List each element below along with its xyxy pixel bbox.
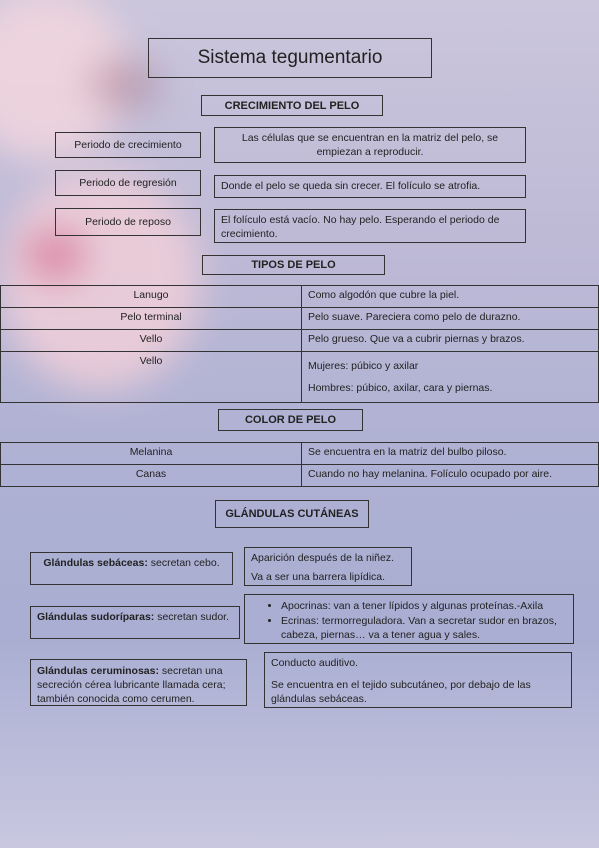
info-line: Aparición después de la niñez.: [251, 552, 395, 564]
gland-sudoriparas-info: [244, 594, 574, 644]
gland-text: secretan una secreción cérea lubricante llamada cera; también conocida como cerumen.: [37, 665, 226, 705]
section-header-crecimiento: CRECIMIENTO DEL PELO: [201, 95, 383, 116]
text-periodo-reposo: El folículo está vacío. No hay pelo. Esperando el periodo de crecimiento.: [214, 209, 526, 243]
gland-ceruminosas-info: [264, 652, 572, 708]
text-periodo-crecimiento: Las células que se encuentran en la matriz del pelo, se empiezan a reproducir.: [214, 127, 526, 163]
label-periodo-reposo: Periodo de reposo: [55, 208, 201, 236]
table-row: [1, 330, 599, 352]
info-line: Va a ser una barrera lipídica.: [251, 571, 386, 583]
tipo-desc-line: Hombres: púbico, axilar, cara y piernas.: [308, 382, 493, 394]
tipo-name: Pelo terminal: [1, 308, 302, 330]
info-line: Se encuentra en el tejido subcutáneo, por debajo de las glándulas sebáceas.: [271, 679, 531, 705]
label-periodo-crecimiento: Periodo de crecimiento: [55, 132, 201, 158]
table-row: [1, 443, 599, 465]
section-header-color: COLOR DE PELO: [218, 409, 363, 431]
info-line: Conducto auditivo.: [271, 657, 358, 669]
tipo-name: Lanugo: [1, 286, 302, 308]
gland-ceruminosas: [30, 659, 247, 706]
table-row: [1, 308, 599, 330]
tipo-desc-line: Mujeres: púbico y axilar: [308, 360, 419, 372]
text-periodo-regresion: Donde el pelo se queda sin crecer. El folículo se atrofia.: [214, 175, 526, 198]
color-table: [0, 442, 599, 487]
color-desc: Se encuentra en la matriz del bulbo piloso.: [302, 443, 599, 465]
section-header-tipos: TIPOS DE PELO: [202, 255, 385, 275]
gland-sebaceas-info: [244, 547, 412, 586]
tipos-table: [0, 285, 599, 403]
gland-text: secretan cebo.: [147, 557, 220, 569]
gland-name: Glándulas ceruminosas:: [37, 665, 159, 677]
bullet-item: • Ecrinas: termorreguladora. Van a secretar sudor en brazos, cabeza, piernas… va a tener agua y sales.: [281, 614, 567, 642]
gland-sudoriparas: [30, 606, 240, 639]
color-name: Melanina: [1, 443, 302, 465]
gland-name: Glándulas sebáceas:: [43, 557, 148, 569]
bullet-list: [251, 599, 567, 642]
tipo-desc: Como algodón que cubre la piel.: [302, 286, 599, 308]
section-header-glandulas: GLÁNDULAS CUTÁNEAS: [215, 500, 369, 528]
table-row: [1, 465, 599, 487]
table-row: [1, 352, 599, 403]
table-row: [1, 286, 599, 308]
gland-text: secretan sudor.: [154, 611, 229, 623]
color-name: Canas: [1, 465, 302, 487]
gland-sebaceas: [30, 552, 233, 585]
gland-name: Glándulas sudoríparas:: [37, 611, 155, 623]
tipo-desc: Pelo suave. Pareciera como pelo de durazno.: [302, 308, 599, 330]
color-desc: Cuando no hay melanina. Folículo ocupado por aire.: [302, 465, 599, 487]
tipo-name: Vello: [1, 330, 302, 352]
tipo-desc: Pelo grueso. Que va a cubrir piernas y brazos.: [302, 330, 599, 352]
label-periodo-regresion: Periodo de regresión: [55, 170, 201, 196]
tipo-name: Vello: [1, 352, 302, 403]
page-title: Sistema tegumentario: [148, 38, 432, 78]
tipo-desc: [302, 352, 599, 403]
bullet-item: • Apocrinas: van a tener lípidos y algunas proteínas.-Axila: [281, 599, 567, 613]
flower-decoration: [25, 230, 85, 280]
